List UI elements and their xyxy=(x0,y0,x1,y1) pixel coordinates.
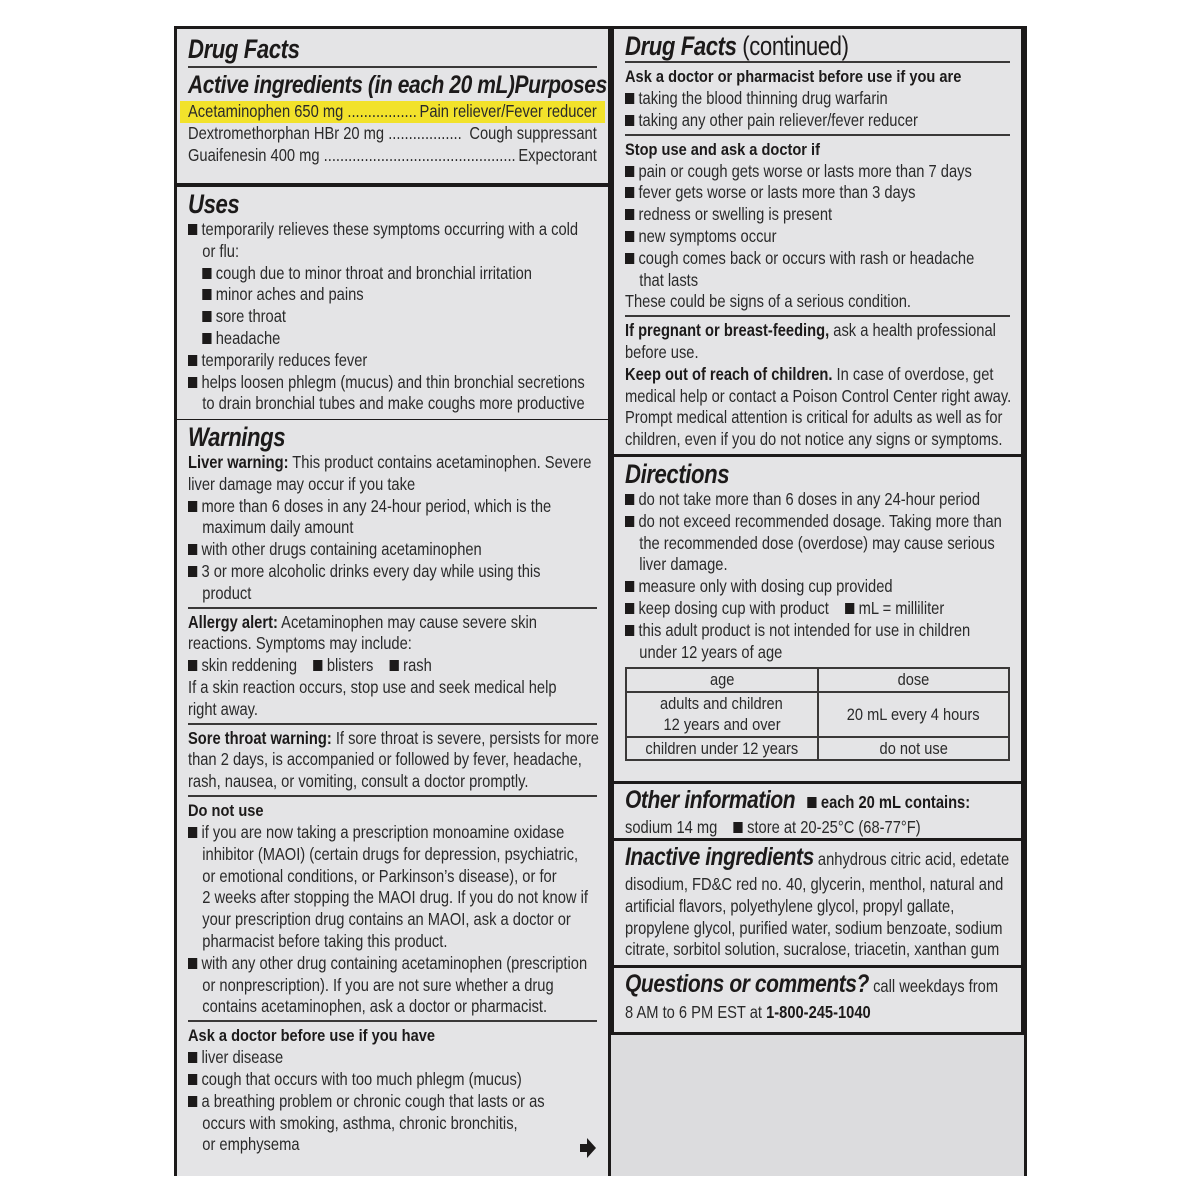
warning-text: If a skin reaction occurs, stop use and seek medical help xyxy=(188,676,557,697)
other-info-text: sodium 14 mg xyxy=(625,817,718,837)
table-cell: do not use xyxy=(879,738,948,758)
ask-pharmacist-heading: Ask a doctor or pharmacist before use if you are xyxy=(625,67,962,86)
inactive-text: citrate, sorbitol solution, sucralose, triacetin, xanthan gum xyxy=(625,939,1000,960)
warning-text: fever gets worse or lasts more than 3 days xyxy=(638,182,916,203)
warning-text: Acetaminophen may cause severe skin xyxy=(277,611,537,632)
warning-text: redness or swelling is present xyxy=(638,204,833,225)
direction-text: keep dosing cup with product xyxy=(638,597,829,618)
questions-title: Questions or comments? xyxy=(625,970,869,998)
warning-text: that lasts xyxy=(639,269,699,290)
table-cell: children under 12 years xyxy=(645,738,799,758)
bullet-icon xyxy=(202,311,211,322)
questions-section xyxy=(611,965,1024,1035)
ingredient-purpose: Cough suppressant xyxy=(469,122,597,143)
table-header-dose: dose xyxy=(897,670,930,690)
warnings-section xyxy=(177,420,608,1176)
stop-use-heading: Stop use and ask a doctor if xyxy=(625,139,820,159)
inactive-ingredients-title: Inactive ingredients xyxy=(625,843,814,871)
warnings-title: Warnings xyxy=(188,422,286,452)
keep-out-of-reach-label: Keep out of reach of children. xyxy=(625,363,833,384)
warning-text: children, even if you do not notice any signs or symptoms. xyxy=(625,429,1003,450)
uses-line: to drain bronchial tubes and make coughs more productive xyxy=(202,393,585,414)
bullet-icon xyxy=(188,1052,197,1063)
bullet-icon xyxy=(807,797,816,808)
active-ingredients-heading-row xyxy=(188,71,607,99)
warning-text: contains acetaminophen, ask a doctor or pharmacist. xyxy=(202,996,548,1017)
inactive-text: propylene glycol, purified water, sodium benzoate, sodium xyxy=(625,917,1003,938)
questions-text: call weekdays from xyxy=(868,976,999,996)
continue-arrow-icon xyxy=(580,1138,596,1158)
bullet-icon xyxy=(625,253,634,264)
direction-text: do not exceed recommended dosage. Taking more than xyxy=(638,510,1002,531)
bullet-icon xyxy=(188,224,197,235)
warning-text: taking the blood thinning drug warfarin xyxy=(638,88,888,108)
bullet-icon xyxy=(625,166,634,177)
uses-line: temporarily relieves these symptoms occurring with a cold xyxy=(201,219,579,239)
warning-text: with any other drug containing acetaminophen (prescription xyxy=(201,952,588,973)
uses-line: temporarily reduces fever xyxy=(201,349,368,370)
ingredient-name: Guaifenesin 400 mg xyxy=(188,144,320,165)
warning-text: maximum daily amount xyxy=(202,517,354,538)
table-cell: 20 mL every 4 hours xyxy=(846,704,980,724)
warning-text: If sore throat is severe, persists for more xyxy=(331,727,599,748)
uses-line: helps loosen phlegm (mucus) and thin bronchial secretions xyxy=(201,371,585,392)
bullet-icon xyxy=(188,827,197,838)
warning-text: This product contains acetaminophen. Severe xyxy=(288,452,592,472)
warning-text: more than 6 doses in any 24-hour period, which is the xyxy=(201,495,552,516)
title-suffix: (continued) xyxy=(736,31,849,61)
warning-text: ask a health professional xyxy=(829,320,996,341)
uses-section xyxy=(177,184,608,422)
warning-text: if you are now taking a prescription monoamine oxidase xyxy=(201,821,565,842)
bullet-icon xyxy=(625,187,634,198)
table-cell: adults and children xyxy=(660,693,784,713)
bullet-icon xyxy=(188,355,197,366)
bullet-icon xyxy=(188,1096,197,1107)
warning-text: a breathing problem or chronic cough that lasts or as xyxy=(201,1090,545,1111)
bullet-icon xyxy=(202,289,211,300)
warning-text: 2 weeks after stopping the MAOI drug. If you do not know if xyxy=(202,887,588,908)
leader-dots: ............................................... xyxy=(323,144,516,165)
bullet-icon xyxy=(390,660,399,671)
inactive-text: disodium, FD&C red no. 40, glycerin, menthol, natural and xyxy=(625,874,1004,894)
table-row xyxy=(626,737,1009,761)
bullet-icon xyxy=(625,603,634,614)
direction-text: do not take more than 6 doses in any 24-hour period xyxy=(638,489,981,509)
drug-facts-right-panel xyxy=(611,26,1027,1176)
uses-title: Uses xyxy=(188,189,240,219)
warning-text: product xyxy=(202,582,252,603)
bullet-icon xyxy=(188,958,197,969)
bullet-icon xyxy=(625,494,634,505)
bullet-icon xyxy=(188,1074,197,1085)
active-ingredients-heading: Active ingredients (in each 20 mL) xyxy=(188,71,515,99)
phone-number: 1-800-245-1040 xyxy=(766,1002,871,1022)
directions-title: Directions xyxy=(625,459,730,489)
warning-text: These could be signs of a serious condition. xyxy=(625,291,912,312)
symptom: skin reddening xyxy=(201,655,298,676)
bullet-icon xyxy=(625,625,634,636)
warning-text: or emphysema xyxy=(202,1134,300,1155)
direction-text: under 12 years of age xyxy=(639,641,783,662)
warning-text: with other drugs containing acetaminophen xyxy=(201,539,482,560)
active-ingredients-section xyxy=(177,29,608,186)
other-information-section xyxy=(611,781,1024,841)
warning-text: cough that occurs with too much phlegm (mucus) xyxy=(201,1068,522,1089)
bullet-icon xyxy=(625,209,634,220)
table-row xyxy=(626,692,1009,737)
warning-text: right away. xyxy=(188,698,258,719)
other-information-title: Other information xyxy=(625,786,796,814)
uses-line: minor aches and pains xyxy=(215,284,364,305)
questions-text: 8 AM to 6 PM EST at xyxy=(625,1002,767,1022)
continued-warnings-section xyxy=(611,29,1024,457)
warning-text: inhibitor (MAOI) (certain drugs for depression, psychiatric, xyxy=(202,843,579,864)
bullet-icon xyxy=(313,660,322,671)
ingredient-purpose: Expectorant xyxy=(518,144,597,165)
bullet-icon xyxy=(188,377,197,388)
inactive-ingredients-section xyxy=(611,838,1024,968)
warning-text: In case of overdose, get xyxy=(832,363,994,384)
direction-text: the recommended dose (overdose) may cause serious xyxy=(639,532,995,553)
bullet-icon xyxy=(625,231,634,242)
warning-text: before use. xyxy=(625,341,699,362)
table-header-age: age xyxy=(709,670,734,690)
warning-text: liver damage may occur if you take xyxy=(188,473,416,494)
direction-text: liver damage. xyxy=(639,554,728,575)
uses-line: cough due to minor throat and bronchial irritation xyxy=(215,262,532,283)
drug-facts-left-panel xyxy=(174,26,611,1176)
warning-text: pharmacist before taking this product. xyxy=(202,930,448,951)
drug-facts-title: Drug Facts xyxy=(188,34,300,64)
leader-dots: .................. xyxy=(388,122,462,143)
purposes-heading: Purposes xyxy=(514,71,607,99)
directions-section xyxy=(611,454,1024,784)
warning-text: your prescription drug contains an MAOI, ask a doctor or xyxy=(202,909,571,930)
bullet-icon xyxy=(188,660,197,671)
warning-text: occurs with smoking, asthma, chronic bronchitis, xyxy=(202,1112,518,1133)
title-text: Drug Facts xyxy=(625,31,737,61)
warning-text: Prompt medical attention is critical for adults as well as for xyxy=(625,407,1003,428)
pregnant-label: If pregnant or breast-feeding, xyxy=(625,320,830,341)
sore-throat-warning-label: Sore throat warning: xyxy=(188,727,332,748)
warning-text: or nonprescription). If you are not sure whether a drug xyxy=(202,974,554,995)
bullet-icon xyxy=(188,566,197,577)
warning-text: pain or cough gets worse or lasts more than 7 days xyxy=(638,160,972,181)
direction-text: mL = milliliter xyxy=(858,597,945,618)
ask-doctor-heading: Ask a doctor before use if you have xyxy=(188,1026,435,1046)
bullet-icon xyxy=(845,603,854,614)
ingredient-purpose: Pain reliever/Fever reducer xyxy=(419,101,597,121)
uses-line: sore throat xyxy=(215,306,286,327)
warning-text: cough comes back or occurs with rash or headache xyxy=(638,247,975,268)
warning-text: liver disease xyxy=(201,1047,284,1068)
warning-text: than 2 days, is accompanied or followed by fever, headache, xyxy=(188,749,582,770)
direction-text: measure only with dosing cup provided xyxy=(638,576,893,597)
drug-facts-continued-title xyxy=(625,31,941,61)
other-info-text: each 20 mL contains: xyxy=(820,792,971,812)
warning-text: medical help or contact a Poison Control Center right away. xyxy=(625,385,1012,406)
bullet-icon xyxy=(625,516,634,527)
bullet-icon xyxy=(202,333,211,344)
dosage-table xyxy=(625,667,1010,761)
ingredient-name: Dextromethorphan HBr 20 mg xyxy=(188,122,385,143)
inactive-text: artificial flavors, polyethylene glycol, propyl gallate, xyxy=(625,895,955,916)
bullet-icon xyxy=(202,268,211,279)
bullet-icon xyxy=(188,501,197,512)
warning-text: taking any other pain reliever/fever reducer xyxy=(638,109,918,130)
bullet-icon xyxy=(625,115,634,126)
liver-warning-label: Liver warning: xyxy=(188,452,289,472)
inactive-text: anhydrous citric acid, edetate xyxy=(813,849,1010,869)
bullet-icon xyxy=(734,822,743,833)
table-header-row xyxy=(626,668,1009,692)
do-not-use-heading: Do not use xyxy=(188,800,264,820)
symptom: rash xyxy=(403,655,432,676)
ingredient-row-highlighted xyxy=(180,101,605,123)
uses-line: headache xyxy=(215,327,281,348)
warning-text: reactions. Symptoms may include: xyxy=(188,633,412,654)
table-cell: 12 years and over xyxy=(663,715,781,735)
warning-text: or emotional conditions, or Parkinson’s disease), or for xyxy=(202,865,557,886)
allergy-alert-label: Allergy alert: xyxy=(188,611,278,632)
warning-text: rash, nausea, or vomiting, consult a doctor promptly. xyxy=(188,771,529,792)
bullet-icon xyxy=(188,544,197,555)
warning-text: new symptoms occur xyxy=(638,225,777,246)
ingredient-row xyxy=(188,123,597,145)
symptom: blisters xyxy=(326,655,374,676)
leader-dots: ................. xyxy=(347,101,417,121)
other-info-text: store at 20-25°C (68-77°F) xyxy=(747,817,921,837)
uses-line: or flu: xyxy=(202,240,240,261)
ingredient-name: Acetaminophen 650 mg xyxy=(188,101,344,121)
bullet-icon xyxy=(625,93,634,104)
bullet-icon xyxy=(625,581,634,592)
warning-text: 3 or more alcoholic drinks every day while using this xyxy=(201,560,541,581)
ingredient-row xyxy=(188,145,597,167)
direction-text: this adult product is not intended for use in children xyxy=(638,619,971,640)
